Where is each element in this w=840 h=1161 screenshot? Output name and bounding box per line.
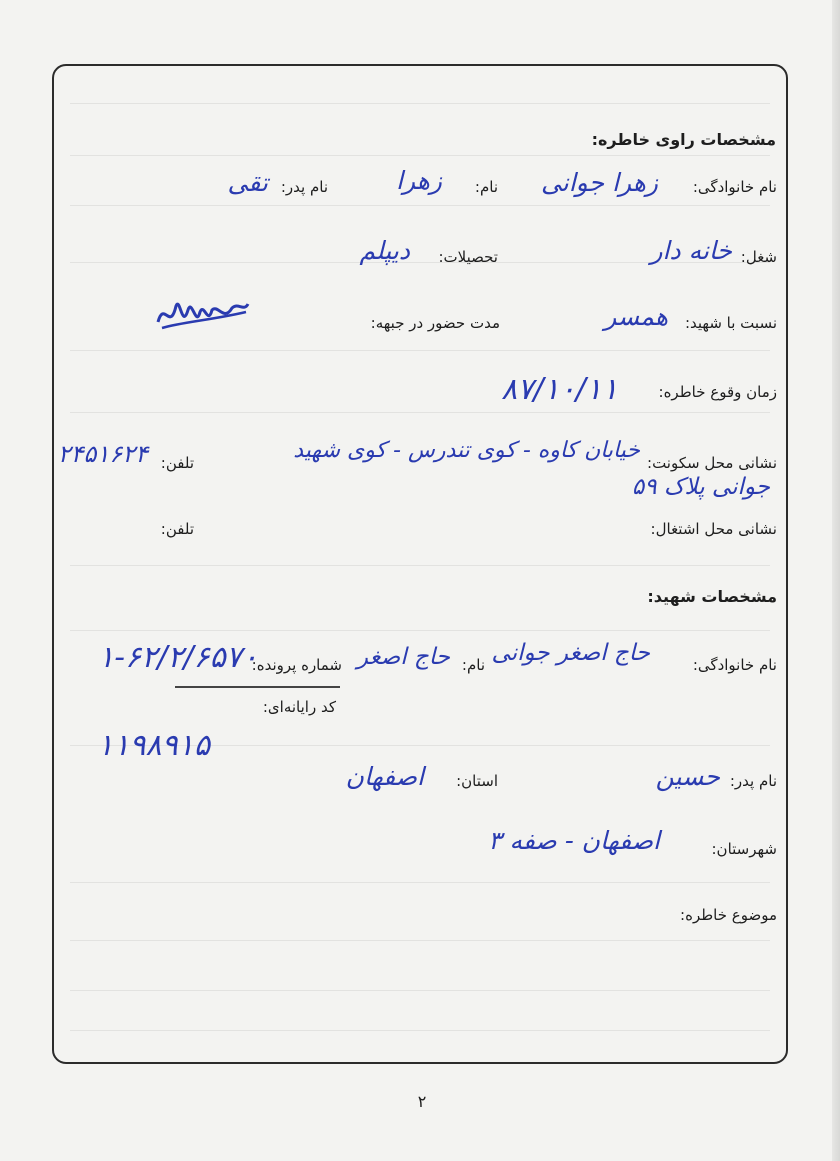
narrator-heading: مشخصات راوی خاطره: xyxy=(591,130,776,149)
narrator-job-label: شغل: xyxy=(740,248,777,266)
file-number-underline xyxy=(175,686,340,688)
martyr-topic-label: موضوع خاطره: xyxy=(680,906,777,924)
narrator-relation-value: همسر xyxy=(604,302,668,331)
martyr-heading: مشخصات شهید: xyxy=(647,587,777,606)
narrator-father-label: نام پدر: xyxy=(280,178,328,196)
narrator-front-duration-label: مدت حضور در جبهه: xyxy=(370,314,500,332)
page-edge xyxy=(832,0,840,1161)
narrator-last-name-value: زهرا جوانی xyxy=(540,168,658,197)
narrator-father-value: تقی xyxy=(227,168,268,197)
narrator-home-phone-label: تلفن: xyxy=(160,454,194,472)
martyr-city-value: اصفهان - صفه ۳ xyxy=(488,826,660,855)
narrator-job-value: خانه دار xyxy=(650,236,732,265)
narrator-home-address-value-2: جوانی پلاک ۵۹ xyxy=(631,474,770,500)
form-frame xyxy=(52,64,788,1064)
martyr-code-label: کد رایانه‌ای: xyxy=(262,698,336,716)
martyr-last-name-label: نام خانوادگی: xyxy=(692,656,777,674)
narrator-memory-date-label: زمان وقوع خاطره: xyxy=(658,383,777,401)
martyr-city-label: شهرستان: xyxy=(711,840,777,858)
martyr-father-label: نام پدر: xyxy=(729,772,777,790)
martyr-province-label: استان: xyxy=(456,772,498,790)
narrator-work-phone-label: تلفن: xyxy=(160,520,194,538)
martyr-last-name-value: حاج اصغر جوانی xyxy=(491,640,650,666)
martyr-father-value: حسین xyxy=(655,762,720,791)
narrator-relation-label: نسبت با شهید: xyxy=(684,314,777,332)
narrator-last-name-label: نام خانوادگی: xyxy=(692,178,777,196)
narrator-education-label: تحصیلات: xyxy=(438,248,498,266)
narrator-memory-date-value: ۸۷/۱۰/۱۱ xyxy=(501,372,618,407)
martyr-first-name-label: نام: xyxy=(461,656,485,674)
narrator-first-name-value: زهرا xyxy=(396,166,442,195)
martyr-file-number-value: ۱-۶۲/۲/۶۵۷۰ xyxy=(98,640,258,675)
martyr-province-value: اصفهان xyxy=(345,762,424,791)
narrator-education-value: دیپلم xyxy=(359,236,410,265)
narrator-home-phone-value: ۲۴۵۱۶۲۴ xyxy=(57,440,148,468)
martyr-file-number-label: شماره پرونده: xyxy=(251,656,342,674)
martyr-code-value: ۱۱۹۸۹۱۵ xyxy=(97,728,210,763)
narrator-home-address-value: خیابان کاوه - کوی تندرس - کوی شهید xyxy=(293,438,640,463)
narrator-home-address-label: نشانی محل سکونت: xyxy=(647,454,777,472)
narrator-work-address-label: نشانی محل اشتغال: xyxy=(650,520,777,538)
signature-scribble xyxy=(152,292,252,340)
narrator-first-name-label: نام: xyxy=(474,178,498,196)
page-number: ۲ xyxy=(417,1092,427,1111)
martyr-first-name-value: حاج اصغر xyxy=(356,644,450,670)
